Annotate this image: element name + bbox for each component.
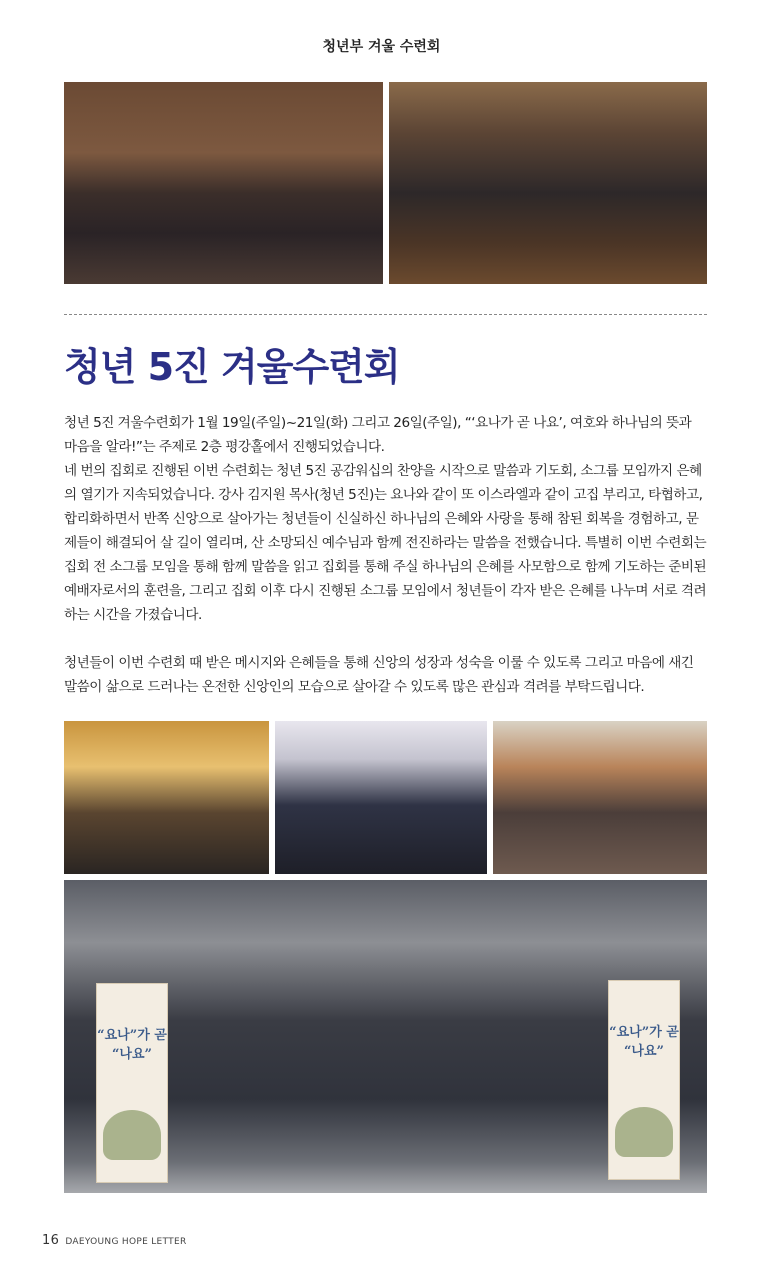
photo-worship-stage bbox=[64, 721, 269, 874]
article-title: 청년 5진 겨울수련회 bbox=[64, 345, 400, 389]
page-number: 16 bbox=[42, 1233, 60, 1248]
photo-group-picture bbox=[64, 880, 707, 1193]
banner-right bbox=[608, 980, 680, 1180]
page-footer bbox=[42, 1233, 187, 1248]
photo-worship-hall bbox=[275, 721, 487, 874]
photo-small-group bbox=[493, 721, 707, 874]
article-body bbox=[64, 411, 707, 699]
publication-name: DAEYOUNG HOPE LETTER bbox=[65, 1237, 187, 1247]
paragraph-details: 네 번의 집회로 진행된 이번 수련회는 청년 5진 공감워십의 찬양을 시작으로 말씀과 기도회, 소그룹 모임까지 은혜의 열기가 지속되었습니다. 강사 김지원 목사(청년 5진)는 요나와 같이 또 이스라엘과 같이 고집 부리고, 타협하고, 합리화하면서 반쪽 신앙으로 살아가는 청년들이 신실하신 하나님의 은혜와 사랑을 통해 참된 회복을 경험하고, 문제들이 해결되어 살 길이 열리며, 산 소망되신 예수님과 함께 전진하라는 말씀을 전했습니다. 특별히 이번 수련회는 집회 전 소그룹 모임을 통해 함께 말씀을 읽고 집회를 통해 주실 하나님의 은혜를 사모함으로 함께 기도하는 준비된 예배자로서의 훈련을, 그리고 집회 이후 다시 진행된 소그룹 모임에서 청년들이 각자 받은 은혜를 나누며 서로 격려하는 시간을 가졌습니다. bbox=[64, 463, 707, 623]
photo-sanctuary-prayer bbox=[389, 82, 707, 284]
photo-seminar-room bbox=[64, 82, 383, 284]
paragraph-intro: 청년 5진 겨울수련회가 1월 19일(주일)~21일(화) 그리고 26일(주일), “‘요나가 곧 나요’, 여호와 하나님의 뜻과 마음을 알라!”는 주제로 2층 평강홀에서 진행되었습니다. bbox=[64, 415, 692, 455]
banner-left bbox=[96, 983, 168, 1183]
section-header: 청년부 겨울 수련회 bbox=[322, 39, 441, 55]
paragraph-closing: 청년들이 이번 수련회 때 받은 메시지와 은혜들을 통해 신앙의 성장과 성숙을 이룰 수 있도록 그리고 마음에 새긴 말씀이 삶으로 드러나는 온전한 신앙인의 모습으로 살아갈 수 있도록 많은 관심과 격려를 부탁드립니다. bbox=[64, 655, 694, 695]
banner-right-text: “요나”가 곧 “나요” bbox=[609, 1025, 679, 1059]
banner-left-text: “요나”가 곧 “나요” bbox=[97, 1028, 167, 1062]
tree-illustration bbox=[103, 1110, 161, 1160]
dashed-divider bbox=[64, 314, 707, 315]
tree-illustration bbox=[615, 1107, 673, 1157]
